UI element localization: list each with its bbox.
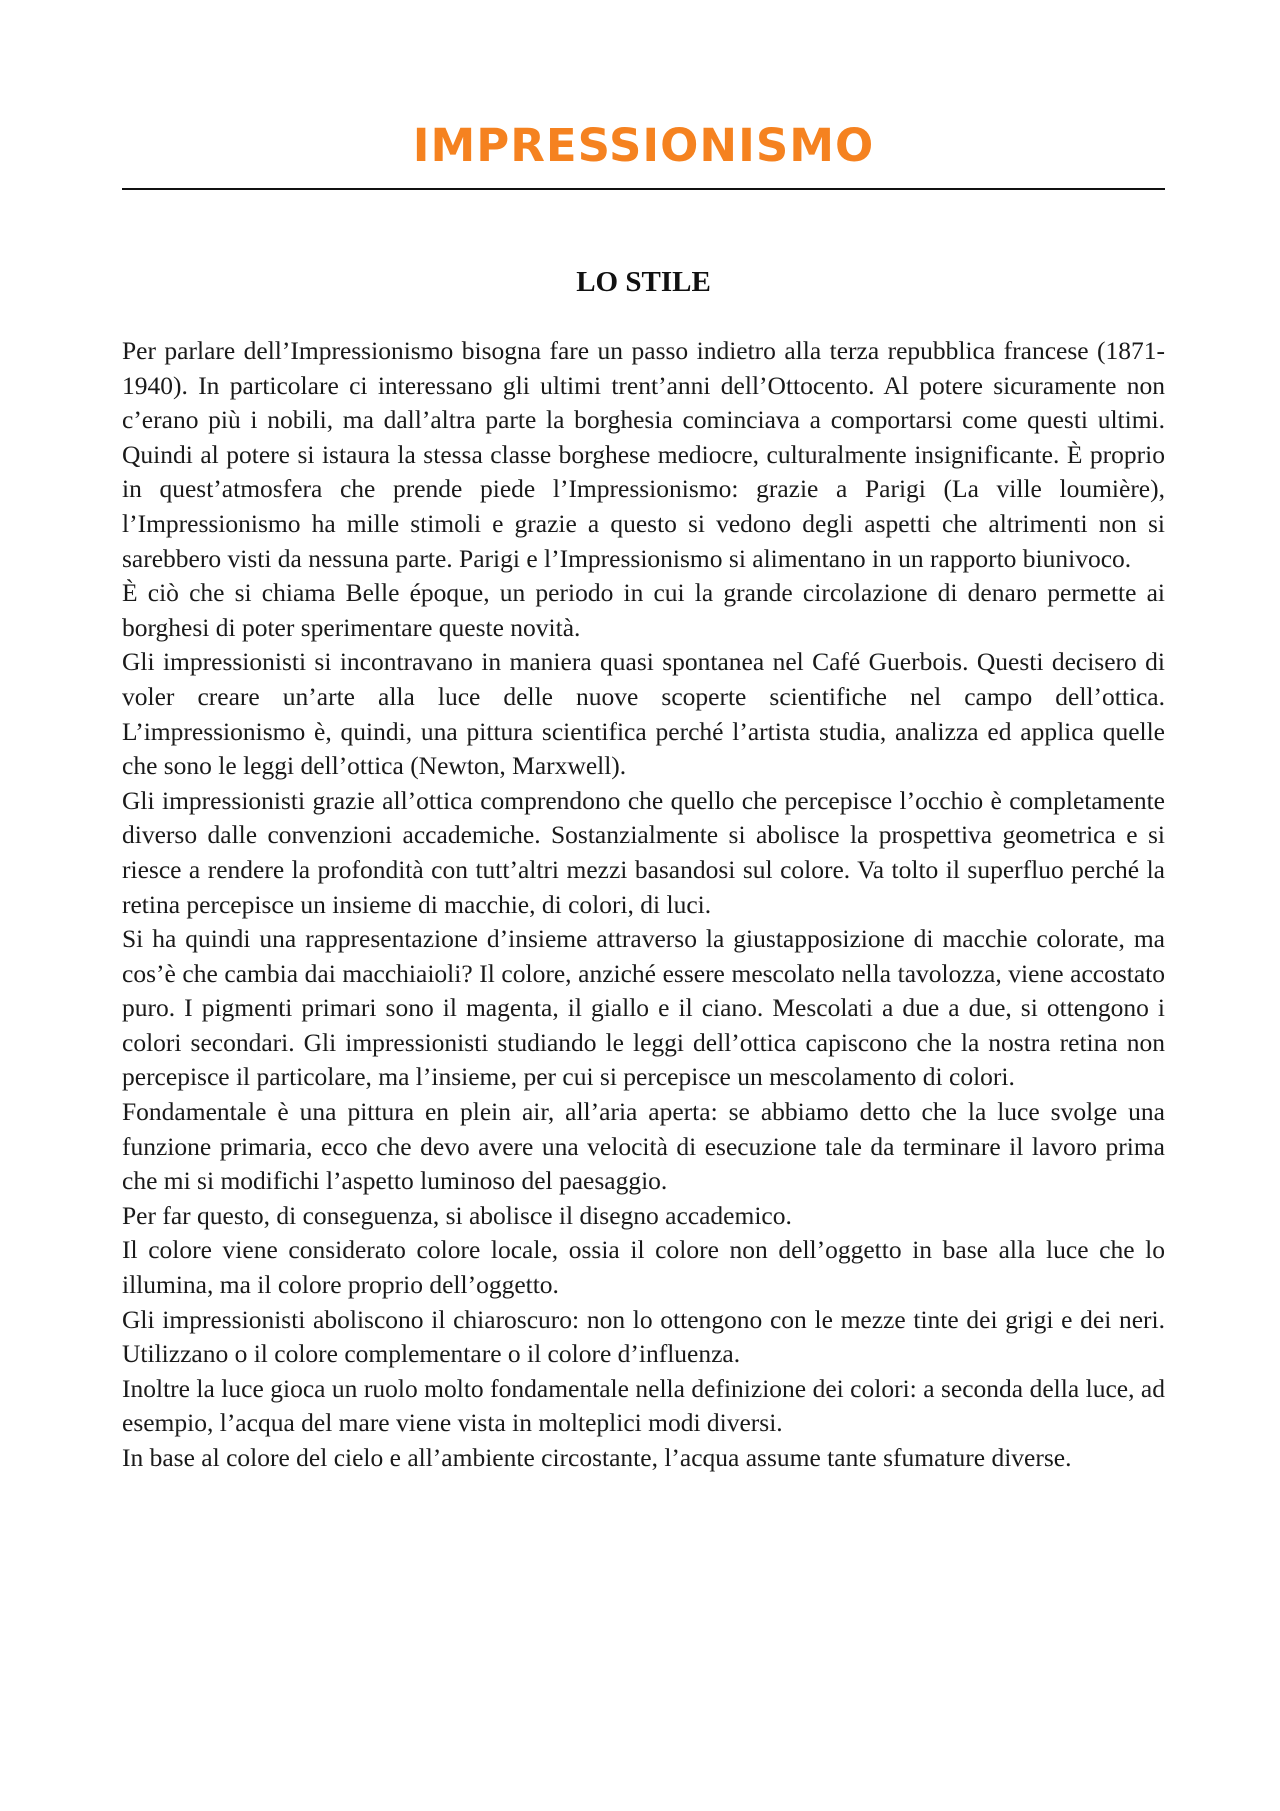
paragraph-1: Per parlare dell’Impressionismo bisogna fare un passo indietro alla terza repubblica francese (1871-1940). In particolare ci interessano gli ultimi trent’anni dell’Ottocento. Al potere sicuramente non c’erano più i nobili, ma dall’altra parte la borghesia cominciava a comportarsi come questi ultimi. Quindi al potere si istaura la stessa classe borghese mediocre, culturalmente insignificante. È proprio in quest’atmosfera che prende piede l’Impressionismo: grazie a Parigi (La ville loumière), l’Impressionismo ha mille stimoli e grazie a questo si vedono degli aspetti che altrimenti non si sarebbero visti da nessuna parte. Parigi e l’Impressionismo si alimentano in un rapporto biunivoco. <box>122 336 1165 573</box>
section-heading: LO STILE <box>576 266 711 298</box>
paragraph-6: Fondamentale è una pittura en plein air, all’aria aperta: se abbiamo detto che la luce svolge una funzione primaria, ecco che devo avere una velocità di esecuzione tale da terminare il lavoro prima che mi si modifichi l’aspetto luminoso del paesaggio. <box>122 1097 1165 1196</box>
paragraph-7: Per far questo, di conseguenza, si abolisce il disegno accademico. <box>122 1200 792 1230</box>
paragraph-5: Si ha quindi una rappresentazione d’insieme attraverso la giustapposizione di macchie colorate, ma cos’è che cambia dai macchiaioli? Il colore, anziché essere mescolato nella tavolozza, viene accostato puro. I pigmenti primari sono il magenta, il giallo e il ciano. Mescolati a due a due, si ottengono i colori secondari. Gli impressionisti studiando le leggi dell’ottica capiscono che la nostra retina non percepisce il particolare, ma l’insieme, per cui si percepisce un mescolamento di colori. <box>122 924 1165 1092</box>
paragraph-10: Inoltre la luce gioca un ruolo molto fondamentale nella definizione dei colori: a seconda della luce, ad esempio, l’acqua del mare viene vista in molteplici modi diversi. <box>122 1373 1165 1438</box>
title-divider <box>122 188 1165 190</box>
paragraph-2: È ciò che si chiama Belle époque, un periodo in cui la grande circolazione di denaro permette ai borghesi di poter sperimentare queste novità. <box>122 578 1165 642</box>
paragraph-4: Gli impressionisti grazie all’ottica comprendono che quello che percepisce l’occhio è completamente diverso dalle convenzioni accademiche. Sostanzialmente si abolisce la prospettiva geometrica e si riesce a rendere la profondità con tutt’altri mezzi basandosi sul colore. Va tolto il superfluo perché la retina percepisce un insieme di macchie, di colori, di luci. <box>122 785 1165 919</box>
body-text <box>122 334 1165 1476</box>
paragraph-8: Il colore viene considerato colore locale, ossia il colore non dell’oggetto in base alla luce che lo illumina, ma il colore proprio dell’oggetto. <box>122 1235 1165 1300</box>
document-title: IMPRESSIONISMO <box>412 119 875 172</box>
paragraph-11: In base al colore del cielo e all’ambiente circostante, l’acqua assume tante sfumature diverse. <box>122 1443 1072 1472</box>
paragraph-3: Gli impressionisti si incontravano in maniera quasi spontanea nel Café Guerbois. Questi decisero di voler creare un’arte alla luce delle nuove scoperte scientifiche nel campo dell’ottica. L’impressionismo è, quindi, una pittura scientifica perché l’artista studia, analizza ed applica quelle che sono le leggi dell’ottica (Newton, Marxwell). <box>122 647 1165 781</box>
paragraph-9: Gli impressionisti aboliscono il chiaroscuro: non lo ottengono con le mezze tinte dei grigi e dei neri. Utilizzano o il colore complementare o il colore d’influenza. <box>122 1304 1165 1369</box>
